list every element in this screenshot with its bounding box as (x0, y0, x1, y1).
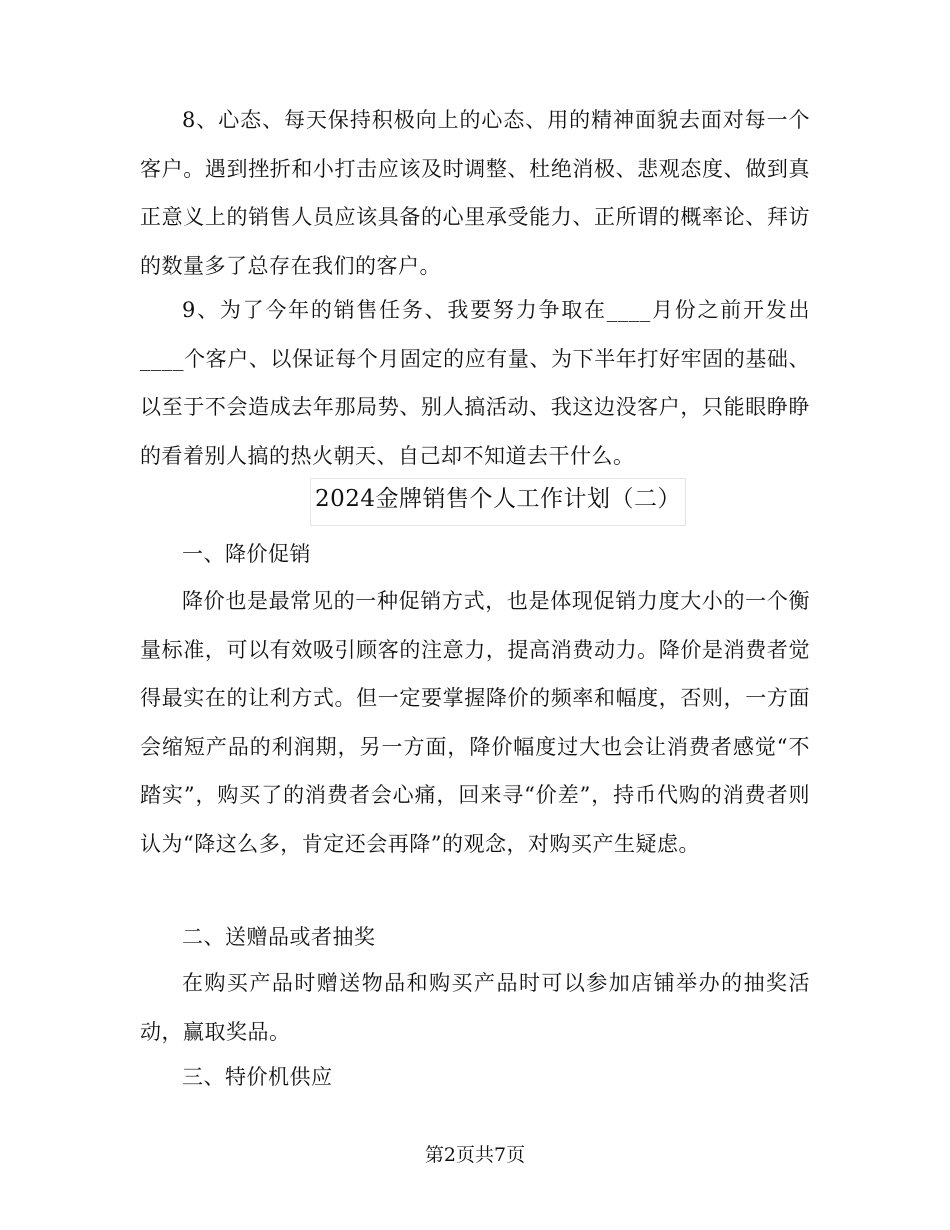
paragraph-item-9: 9、为了今年的销售任务、我要努力争取在____月份之前开发出____个客户、以保证每个月固定的应有量、为下半年打好牢固的基础、以至于不会造成去年那局势、别人搞活动、我这边没客户，只能眼睁睁的看着别人搞的热火朝天、自己却不知道去干什么。 (140, 298, 810, 468)
section-title: 2024金牌销售个人工作计划（二） (310, 478, 686, 526)
paragraph-item-8: 8、心态、每天保持积极向上的心态、用的精神面貌去面对每一个客户。遇到挫折和小打击应该及时调整、杜绝消极、悲观态度、做到真正意义上的销售人员应该具备的心里承受能力、正所谓的概率论、拜访的数量多了总存在我们的客户。 (140, 108, 810, 278)
paragraph-gifts-lottery: 在购买产品时赠送物品和购买产品时可以参加店铺举办的抽奖活动，赢取奖品。 (140, 971, 810, 1044)
paragraph-price-cut: 降价也是最常见的一种促销方式，也是体现促销力度大小的一个衡量标准，可以有效吸引顾客的注意力，提高消费动力。降价是消费者觉得最实在的让利方式。但一定要掌握降价的频率和幅度，否则，一方面会缩短产品的利润期，另一方面，降价幅度过大也会让消费者感觉“不踏实”，购买了的消费者会心痛，回来寻“价差”，持币代购的消费者则认为“降这么多，肯定还会再降”的观念，对购买产生疑虑。 (140, 589, 810, 856)
page-number: 第2页共7页 (424, 1144, 526, 1166)
heading-gifts-lottery: 二、送赠品或者抽奖 (182, 925, 376, 949)
heading-price-cut: 一、降价促销 (182, 542, 311, 566)
heading-special-offer: 三、特价机供应 (182, 1065, 333, 1089)
